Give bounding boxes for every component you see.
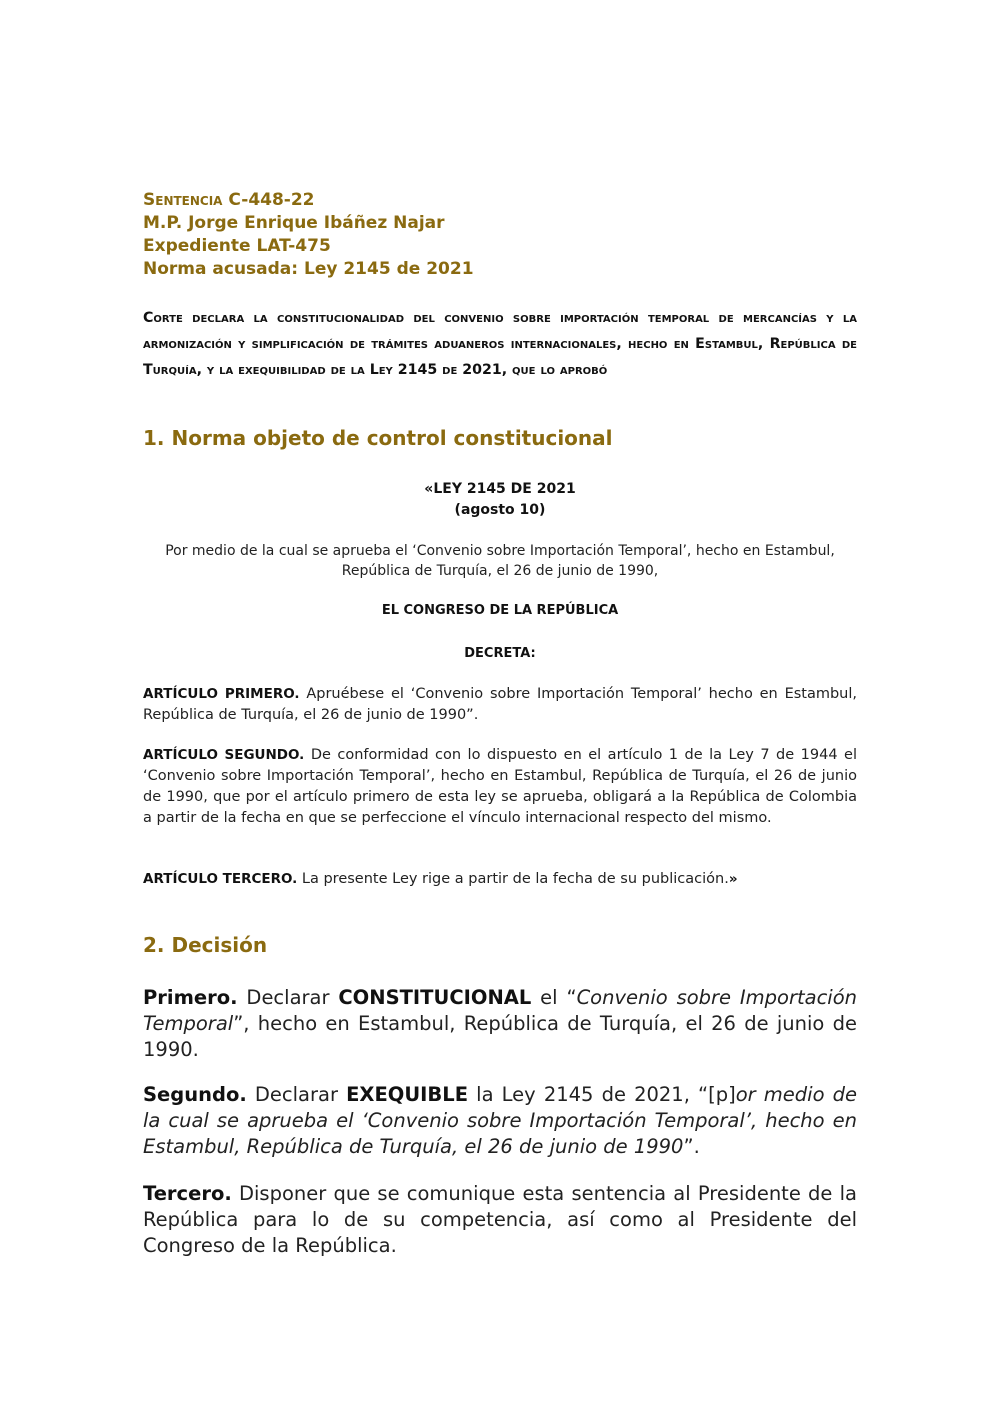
decision-tercero	[143, 1181, 857, 1259]
decision-keyword: EXEQUIBLE	[346, 1083, 469, 1106]
decision-label: Primero.	[143, 986, 238, 1009]
sentencia-label: Sentencia	[143, 190, 223, 210]
decision-text: el “	[531, 986, 577, 1009]
article-label: ARTÍCULO TERCERO.	[143, 871, 298, 887]
decreta-heading: DECRETA:	[464, 646, 536, 661]
decision-text: Disponer que se comunique esta sentencia al Presidente de la República para lo de su competencia, así como al Presidente del Congreso de la República.	[143, 1182, 857, 1257]
headline: Corte declara la constitucionalidad del convenio sobre importación temporal de mercancías y la armonización y simplificación de trámites aduaneros internacionales, hecho en Estambul, República de Turquía, y la exequibilidad de la Ley 2145 de 2021, que lo aprobó	[143, 310, 857, 378]
sentencia-number: C-448-22	[228, 190, 315, 210]
decision-text: ”.	[683, 1135, 700, 1158]
article-label: ARTÍCULO PRIMERO.	[143, 686, 300, 702]
case-number	[143, 189, 857, 212]
law-date: (agosto 10)	[454, 502, 546, 518]
decision-italic: or medio de la cual se aprueba el ‘Convenio sobre Importación Temporal’, hecho en Estambul, República de Turquía, el 26 de junio de 1990	[143, 1083, 857, 1158]
law-title: «LEY 2145 DE 2021	[424, 481, 576, 497]
closing-quote: »	[728, 871, 738, 887]
congress-heading: EL CONGRESO DE LA REPÚBLICA	[381, 603, 619, 618]
decision-italic: Convenio sobre Importación Temporal	[143, 986, 858, 1035]
decision-label: Tercero.	[143, 1182, 232, 1205]
article-label: ARTÍCULO SEGUNDO.	[143, 747, 305, 763]
expediente: Expediente LAT-475	[143, 236, 331, 256]
article-tercero	[143, 869, 857, 890]
law-description: Por medio de la cual se aprueba el ‘Convenio sobre Importación Temporal’, hecho en Estambul, República de Turquía, el 26 de junio de 1990,	[165, 543, 835, 579]
magistrado-ponente: M.P. Jorge Enrique Ibáñez Najar	[143, 213, 445, 233]
decision-label: Segundo.	[143, 1083, 247, 1106]
article-segundo	[143, 745, 857, 829]
article-primero	[143, 684, 857, 726]
law-title-block	[143, 479, 857, 521]
norma-acusada: Norma acusada: Ley 2145 de 2021	[143, 259, 474, 279]
decision-keyword: CONSTITUCIONAL	[338, 986, 532, 1009]
article-text: De conformidad con lo dispuesto en el artículo 1 de la Ley 7 de 1944 el ‘Convenio sobre Importación Temporal’, hecho en Estambul, República de Turquía, el 26 de junio de 1990, que por el artículo primero de esta ley se aprueba, obligará a la República de Colombia a partir de la fecha en que se perfeccione el vínculo internacional respecto del mismo.	[143, 747, 858, 826]
section-2-title: 2. Decisión	[143, 933, 268, 957]
section-1-title: 1. Norma objeto de control constitucional	[143, 426, 613, 450]
decision-text: Declarar	[246, 1083, 347, 1106]
article-text: Apruébese el ‘Convenio sobre Importación Temporal’ hecho en Estambul, República de Turquía, el 26 de junio de 1990”.	[143, 686, 858, 723]
decision-segundo	[143, 1082, 857, 1160]
decision-text: ”, hecho en Estambul, República de Turquía, el 26 de junio de 1990.	[143, 1012, 857, 1061]
case-header	[143, 189, 857, 281]
article-text: La presente Ley rige a partir de la fecha de su publicación.	[297, 871, 729, 887]
decision-text: Declarar	[237, 986, 339, 1009]
decision-primero	[143, 985, 857, 1063]
decision-text: la Ley 2145 de 2021, “[p]	[468, 1083, 736, 1106]
